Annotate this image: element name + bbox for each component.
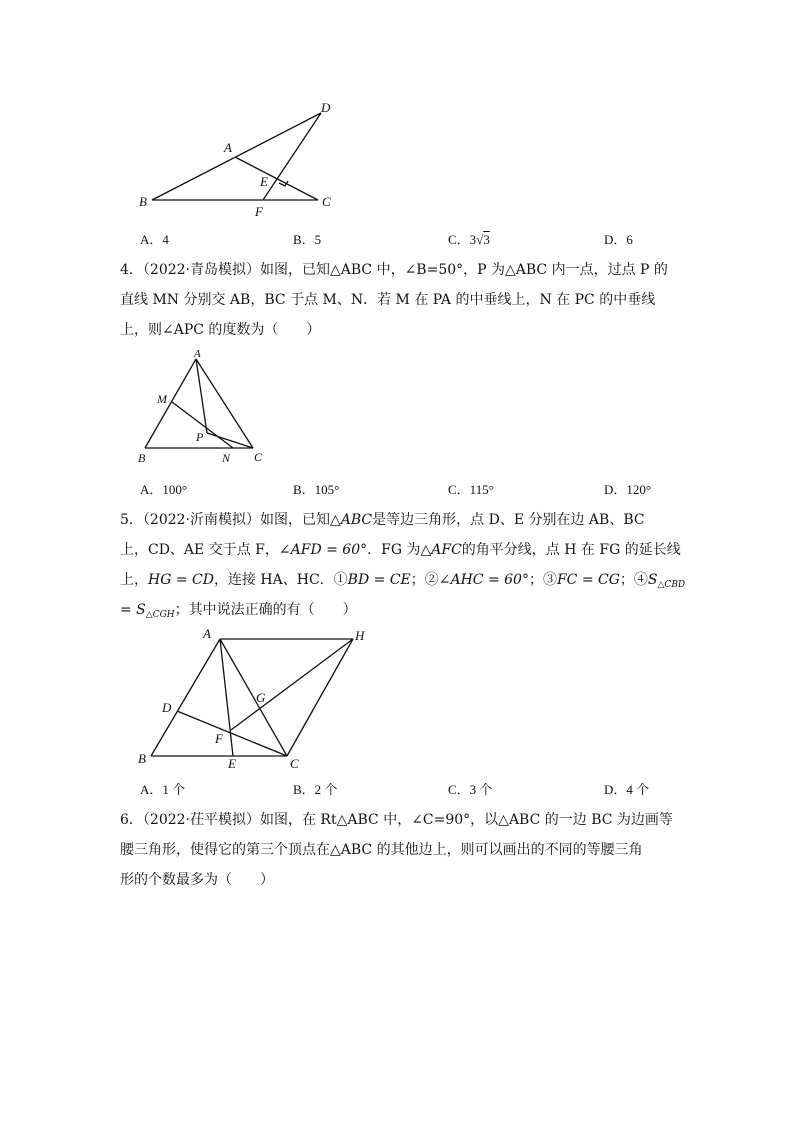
q4-option-d: D．120°	[604, 482, 652, 497]
q3-option-c-radicand: 3	[483, 232, 490, 247]
q5-line-3-i: ；④	[619, 572, 648, 588]
q5-label-c: C	[290, 756, 299, 771]
q5-option-a: A．1 个	[140, 782, 186, 797]
q4-line-3: 上，则∠APC 的度数为（ ）	[120, 322, 321, 338]
q4-label-m: M	[157, 392, 167, 406]
q5-line-2-a: 上，CD、AE 交于点 F，	[120, 542, 279, 558]
q5-label-h: H	[355, 628, 365, 643]
q3-label-b: B	[139, 194, 147, 209]
q3-option-a: A．4	[140, 232, 169, 247]
q5-label-d: D	[162, 700, 172, 715]
q5-segment-ac	[220, 639, 287, 756]
q5-line-4-a: = S	[120, 602, 146, 618]
q5-line-3-g: ；③	[528, 572, 557, 588]
q3-option-b: B．5	[293, 232, 322, 247]
q4-line-2: 直线 MN 分别交 AB，BC 于点 M、N．若 M 在 PA 的中垂线上，N 在 PC 的中垂线	[120, 292, 656, 308]
q6-line-3: 形的个数最多为（ ）	[120, 872, 274, 888]
q3-option-c-prefix: C．3	[448, 232, 477, 247]
q3-label-c: C	[322, 194, 331, 209]
q5-label-e: E	[228, 756, 236, 771]
q5-segment-ab	[151, 639, 220, 756]
q5-segment-fh	[231, 639, 353, 730]
q4-label-a: A	[194, 348, 201, 360]
q4-label-n: N	[222, 451, 231, 465]
q5-label-f: F	[215, 731, 223, 746]
q4-label-c: C	[254, 450, 263, 464]
q3-label-f: F	[255, 204, 263, 219]
q5-line-2-d: △AFC	[420, 542, 462, 558]
q5-option-c: C．3 个	[448, 782, 493, 797]
q3-label-a: A	[224, 140, 232, 155]
q4-label-p: P	[196, 430, 204, 444]
q3-label-e: E	[260, 174, 268, 189]
q5-line-3-d: BD = CE	[347, 572, 411, 588]
q5-line-2-c: ．FG 为	[367, 542, 421, 558]
q5-segment-hc	[287, 639, 353, 756]
q5-line-4-c: ；其中说法正确的有（ ）	[174, 602, 357, 618]
q5-line-2-b: ∠AFD = 60°	[278, 542, 368, 558]
q5-line-3-c: ，连接 HA、HC．①	[213, 572, 348, 588]
q5-line-3-a: 上，	[120, 572, 148, 588]
q5-label-g: G	[256, 690, 266, 705]
q5-line-1-b: △ABC	[330, 512, 373, 528]
q6-line-1: 6．（2022·茌平模拟）如图，在 Rt△ABC 中，∠C=90°，以△ABC 的一边 BC 为边画等	[120, 812, 673, 828]
q3-option-d: D．6	[604, 232, 633, 247]
q5-label-b: B	[138, 751, 146, 766]
sqrt-icon: √	[476, 232, 484, 247]
q5-line-1-a: 5．（2022·沂南模拟）如图，已知	[120, 512, 330, 528]
q6-line-2: 腰三角形，使得它的第三个顶点在△ABC 的其他边上，则可以画出的不同的等腰三角	[120, 842, 643, 858]
q5-label-a: A	[203, 626, 211, 641]
q5-line-4-b: △CGH	[145, 610, 175, 620]
q5-line-3-f: ∠AHC = 60°	[438, 572, 529, 588]
q5-line-2-e: 的角平分线，点 H 在 FG 的延长线	[461, 542, 681, 558]
q5-line-3-k: △CBD	[657, 580, 686, 590]
q4-line-1: 4．（2022·青岛模拟）如图，已知△ABC 中，∠B=50°，P 为△ABC 内一点，过点 P 的	[120, 262, 668, 278]
q4-option-c: C．115°	[448, 482, 494, 497]
q5-line-3-b: HG = CD	[148, 572, 214, 588]
q3-label-d: D	[321, 100, 331, 115]
q5-line-3-e: ；②	[410, 572, 439, 588]
q5-option-b: B．2 个	[293, 782, 338, 797]
q5-option-d: D．4 个	[604, 782, 650, 797]
q4-option-a: A．100°	[140, 482, 188, 497]
q5-line-1-c: 是等边三角形，点 D、E 分别在边 AB、BC	[372, 512, 645, 528]
q5-line-3-j: S	[647, 572, 658, 588]
q5-line-3-h: FC = CG	[556, 572, 620, 588]
q4-option-b: B．105°	[293, 482, 340, 497]
q4-label-b: B	[138, 451, 146, 465]
